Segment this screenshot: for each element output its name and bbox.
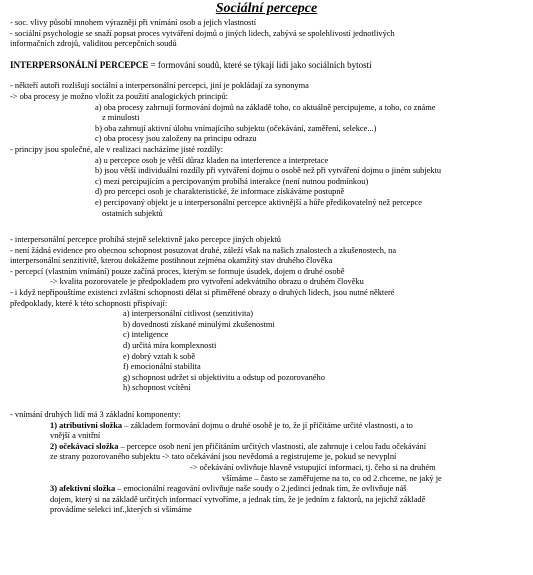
component-3 [10,484,523,495]
component-2-cont: ze strany pozorovaného subjektu -> tato očekávání jsou nevědomá a registrujeme je, pokud se nevyplní [50,452,397,462]
principle-b-3: c) mezi percipujícím a percipovaným probíhá interakce (není nutnou podmínkou) [95,176,369,186]
ability-e: e) dobrý vztah k sobě [123,351,196,361]
ability-d: d) určitá míra komplexnosti [123,341,217,351]
section3-line-1: - interpersonální percepce probíhá stejně selektivně jako percepce jiných objektů [10,235,281,245]
definition [10,60,523,71]
principle-b-4: d) pro percepci osob je charakteristické, že informace získáváme postupně [95,187,345,197]
section4-line: - vnímání druhých lidí má 3 základní komponenty: [10,410,181,419]
definition-text: = formování soudů, které se týkají lidí jako sociálních bytostí [148,59,372,70]
component-3-cont: dojem, který si na základě určitých informací vytvoříme, a jednak tím, že je jedním z faktorů, na jejichž základě [50,494,426,504]
section3-line-7: předpoklady, které k této schopnosti přispívají: [10,298,168,308]
ability-f: f) emocionální stabilita [123,362,201,372]
ability-c: c) inteligence [123,330,169,340]
section1-line-1: - někteří autoři rozlišují sociální a interpersonální percepci, jiní je pokládají za synonyma [10,81,309,91]
component-2-label: 2) očekávací složka [50,441,119,451]
section3-line-3: interpersonální senzitivitě, kterou dokážeme postihnout zejména okamžitý stav druhého člověka [10,256,333,266]
section2-line: - principy jsou společné, ale v realizaci nacházíme jisté rozdíly: [10,144,224,154]
component-2-text: – percepce osob není jen přičítáním určitých vlastností, ale zahrnuje i celou řadu očekávání [118,441,427,451]
principle-b-5: e) percipovaný objekt je u interpersonální percepce aktivnější a hůře předikovatelný než percepce [95,197,422,207]
section3-line-6: - i když nepřipouštíme existenci zvláštní schopnosti dělat si přiměřené obrazy o druhých lidech, jsou nutné některé [10,288,395,298]
section3-line-5: -> kvalita pozorovatele je předpokladem pro vytvoření adekvátního obrazu o druhém člověku [50,277,364,287]
principle-b-5-cont: ostatních subjektů [102,208,163,218]
component-3-cont2: provádíme selekci inf.,kterých si všímáme [50,505,192,515]
principle-a-1: a) oba procesy zahrnují formování dojmů na základě toho, co aktuálně percipujeme, a toho, co známe [95,102,436,112]
component-1-cont: vnější a vnitřní [50,431,101,441]
ability-h: h) schopnost vcítění [123,383,191,393]
page-title: Sociální percepce [215,1,318,16]
ability-g: g) schopnost udržet si objektivitu a odstup od pozorovaného [123,372,325,382]
component-3-text: – emocionální reagování ovlivňuje naše soudy o 2.jedinci jednak tím, že ovlivňuje náš [115,484,407,494]
component-3-label: 3) afektivní složka [50,484,116,494]
principle-a-3: c) oba procesy jsou založeny na principu odrazu [95,134,257,144]
component-2b-cont: všímáme – často se zaměřujeme na to, co od 2.chceme, ne jaký je [222,473,442,483]
intro-line-2: - sociální psychologie se snaží popsat proces vytváření dojmů o jiných lidech, zabývá se spolehlivostí jednotlivých [10,28,395,38]
ability-a: a) interpersonální citlivost (senzitivita) [123,309,254,319]
intro-line-1: - soc. vlivy působí mnohem výrazněji při vnímání osob a jejich vlastností [10,18,257,27]
principle-b-1: a) u percepce osob je větší důraz kladen na interference a interpretace [95,155,329,165]
component-2 [10,442,523,453]
section3-line-2: - není žádná evidence pro obecnou schopnost posuzovat druhé, záleží však na našich znalostech a zkušenostech, na [10,245,397,255]
principle-a-2: b) oba zahrnují aktivní úlohu vnímajícího subjektu (očekávání, zaměření, selekce...) [95,123,377,133]
principle-b-2: b) jsou větší individuální rozdíly při vytváření dojmu o osobě než při vytváření dojmu o jiném subjektu [95,166,442,176]
principle-a-1-cont: z minulosti [102,113,140,123]
component-1-text: – základem formování dojmu o druhé osobě je to, že jí přičítáme určité vlastnosti, a to [122,420,413,430]
component-1 [10,421,523,432]
definition-term: INTERPERSONÁLNÍ PERCEPCE [10,59,149,70]
section3-line-4: - percepcí (vlastním vnímání) pouze začíná proces, kterým se formuje úsudek, dojem o druhé osobě [10,266,345,276]
component-2b: -> očekávání ovlivňuje hlavně vstupující informaci, tj. čeho si na druhém [190,462,436,472]
document-page [10,0,523,516]
intro-line-3: informačních zdrojů, validitou percepčních soudů [10,39,177,49]
ability-b: b) dovednosti získané minulými zkušenostmi [123,319,275,329]
component-1-label: 1) atributivní složka [50,420,123,430]
section1-line-2: -> oba procesy je možno vložit za použití analogických principů: [10,91,228,101]
